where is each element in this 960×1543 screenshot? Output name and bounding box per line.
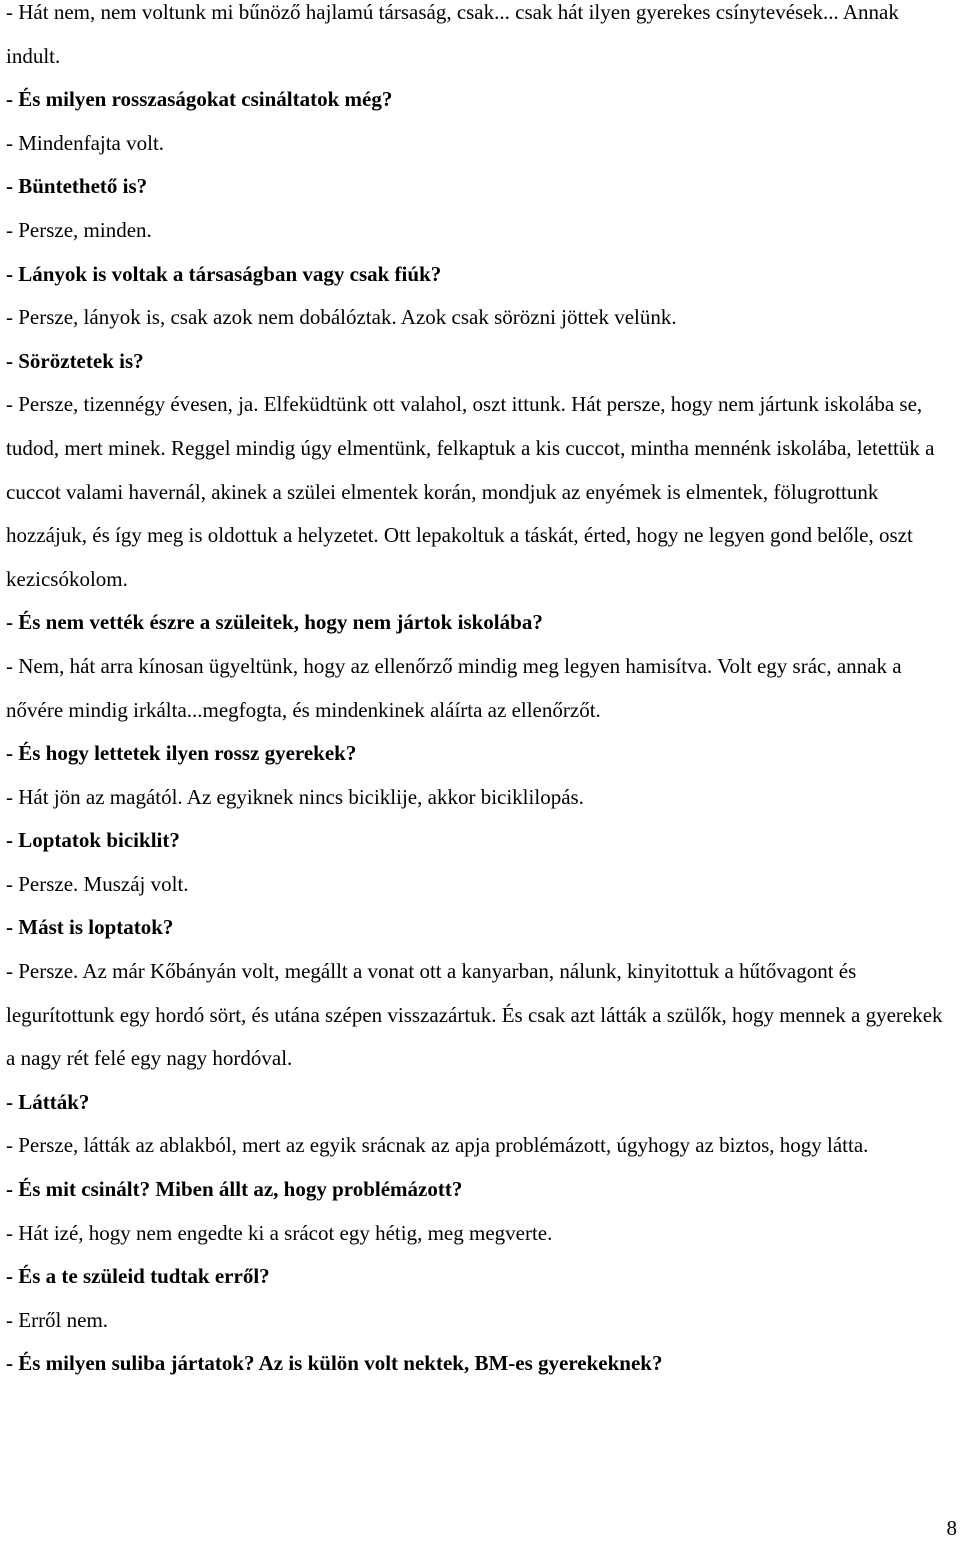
answer-paragraph: - Persze. Muszáj volt. [6, 871, 189, 896]
answer-paragraph: - Mindenfajta volt. [6, 130, 165, 155]
answer-paragraph: - Persze. Az már Kőbányán volt, megállt a vonat ott a kanyarban, nálunk, kinyitottuk a hűtővagont és legurítottunk egy hordó sört, és utána szépen visszazártuk. És csak azt látták a szülők, hogy mennek a gyerekek a nagy rét felé egy nagy hordóval. [6, 959, 943, 1071]
question-paragraph: - És mit csinált? Miben állt az, hogy problémázott? [6, 1177, 463, 1202]
answer-paragraph: - Persze, lányok is, csak azok nem dobálóztak. Azok csak sörözni jöttek velünk. [6, 305, 677, 330]
question-paragraph: - És hogy lettetek ilyen rossz gyerekek? [6, 741, 357, 766]
question-paragraph: - És milyen rosszaságokat csináltatok még? [6, 87, 393, 112]
question-paragraph: - És nem vették észre a szüleitek, hogy nem jártok iskolába? [6, 610, 543, 635]
question-paragraph: - És a te szüleid tudtak erről? [6, 1264, 270, 1289]
answer-paragraph: - Persze, minden. [6, 217, 152, 242]
question-paragraph: - Lányok is voltak a társaságban vagy csak fiúk? [6, 261, 442, 286]
question-paragraph: - Söröztetek is? [6, 348, 144, 373]
answer-paragraph: - Erről nem. [6, 1307, 109, 1332]
question-paragraph: - És milyen suliba jártatok? Az is külön volt nektek, BM-es gyerekeknek? [6, 1351, 663, 1376]
answer-paragraph: - Hát nem, nem voltunk mi bűnöző hajlamú társaság, csak... csak hát ilyen gyerekes csínytevések... Annak indult. [6, 0, 899, 68]
question-paragraph: - Büntethető is? [6, 174, 148, 199]
answer-paragraph: - Persze, tizennégy évesen, ja. Elfeküdtünk ott valahol, oszt ittunk. Hát persze, hogy nem jártunk iskolába se, tudod, mert minek. Reggel mindig úgy elmentünk, felkaptuk a kis cuccot, mintha mennénk iskolába, letettük a cuccot valami havernál, akinek a szülei elmentek korán, mondjuk az enyémek is elmentek, fölugrottunk hozzájuk, és így meg is oldottuk a helyzetet. Ott lepakoltuk a táskát, érted, hogy ne legyen gond belőle, oszt kezicsókolom. [6, 392, 935, 591]
answer-paragraph: - Nem, hát arra kínosan ügyeltünk, hogy az ellenőrző mindig meg legyen hamisítva. Volt egy srác, annak a nővére mindig irkálta...megfogta, és mindenkinek aláírta az ellenőrzőt. [6, 653, 902, 722]
question-paragraph: - Loptatok biciklit? [6, 828, 180, 853]
answer-paragraph: - Persze, látták az ablakból, mert az egyik srácnak az apja problémázott, úgyhogy az biztos, hogy látta. [6, 1133, 869, 1158]
question-paragraph: - Látták? [6, 1089, 90, 1114]
document-page [6, 0, 956, 1386]
answer-paragraph: - Hát jön az magától. Az egyiknek nincs biciklije, akkor biciklilopás. [6, 784, 584, 809]
question-paragraph: - Mást is loptatok? [6, 915, 174, 940]
answer-paragraph: - Hát izé, hogy nem engedte ki a srácot egy hétig, meg megverte. [6, 1220, 553, 1245]
page-number: 8 [946, 1516, 957, 1540]
